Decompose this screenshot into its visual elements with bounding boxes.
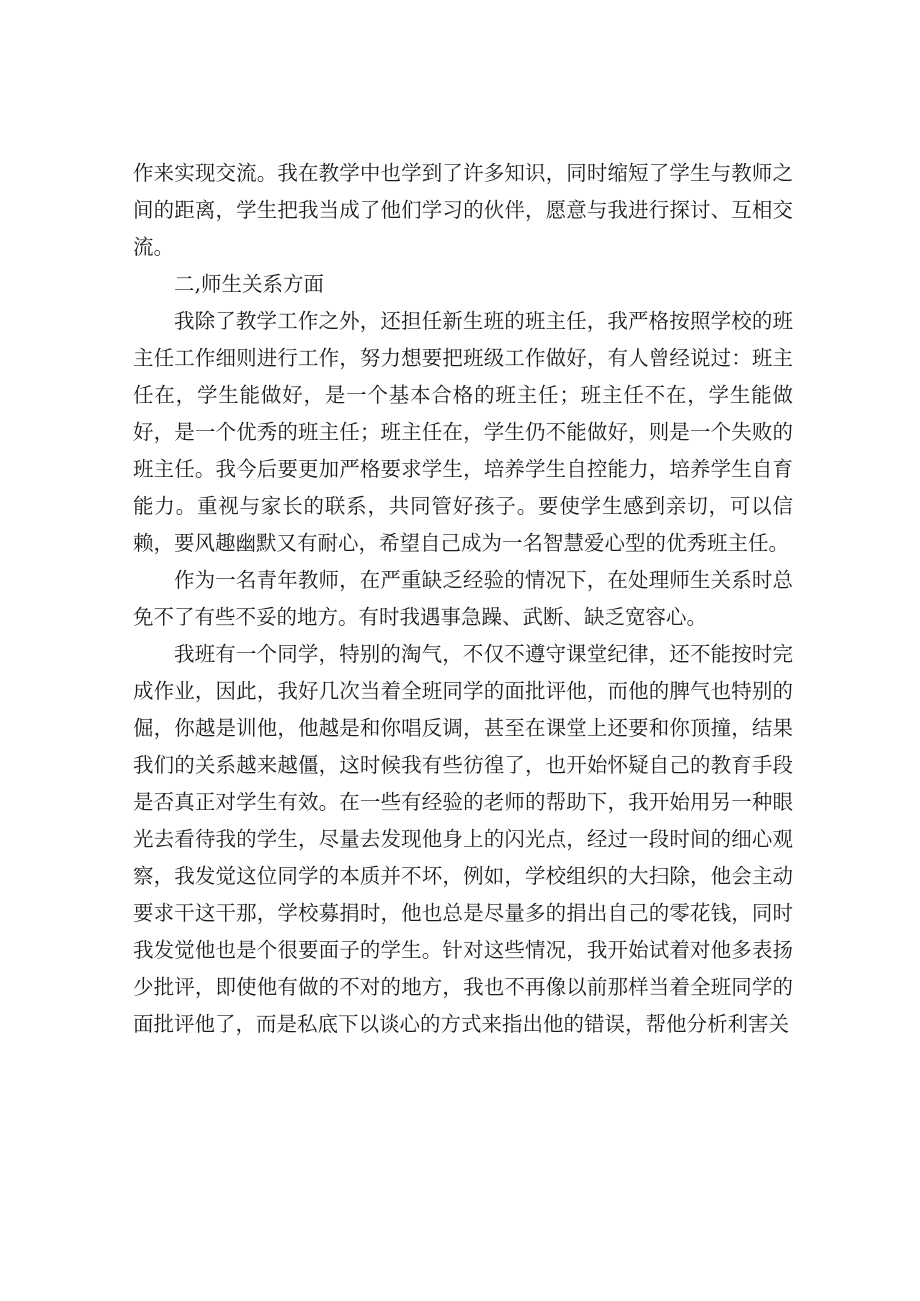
document-body	[133, 155, 793, 1043]
paragraph-1: 作来实现交流。我在教学中也学到了许多知识，同时缩短了学生与教师之间的距离，学生把我当成了他们学习的伙伴，愿意与我进行探讨、互相交流。	[133, 161, 793, 259]
paragraph-4: 我班有一个同学，特别的淘气，不仅不遵守课堂纪律，还不能按时完成作业，因此，我好几次当着全班同学的面批评他，而他的脾气也特别的倔，你越是训他，他越是和你唱反调，甚至在课堂上还要和你顶撞，结果我们的关系越来越僵，这时候我有些彷徨了，也开始怀疑自己的教育手段是否真正对学生有效。在一些有经验的老师的帮助下，我开始用另一种眼光去看待我的学生，尽量去发现他身上的闪光点，经过一段时间的细心观察，我发觉这位同学的本质并不坏，例如，学校组织的大扫除，他会主动要求干这干那，学校募捐时，他也总是尽量多的捐出自己的零花钱，同时我发觉他也是个很要面子的学生。针对这些情况，我开始试着对他多表扬少批评，即使他有做的不对的地方，我也不再像以前那样当着全班同学的面批评他了，而是私底下以谈心的方式来指出他的错误，帮他分析利害关	[133, 642, 793, 1036]
section-heading: 二,师生关系方面	[174, 272, 325, 296]
paragraph-3: 作为一名青年教师，在严重缺乏经验的情况下，在处理师生关系时总免不了有些不妥的地方。有时我遇事急躁、武断、缺乏宽容心。	[133, 568, 793, 629]
paragraph-2: 我除了教学工作之外，还担任新生班的班主任，我严格按照学校的班主任工作细则进行工作，努力想要把班级工作做好，有人曾经说过：班主任在，学生能做好，是一个基本合格的班主任；班主任不在，学生能做好，是一个优秀的班主任；班主任在，学生仍不能做好，则是一个失败的班主任。我今后要更加严格要求学生，培养学生自控能力，培养学生自育能力。重视与家长的联系，共同管好孩子。要使学生感到亲切，可以信赖，要风趣幽默又有耐心，希望自己成为一名智慧爱心型的优秀班主任。	[133, 309, 793, 555]
